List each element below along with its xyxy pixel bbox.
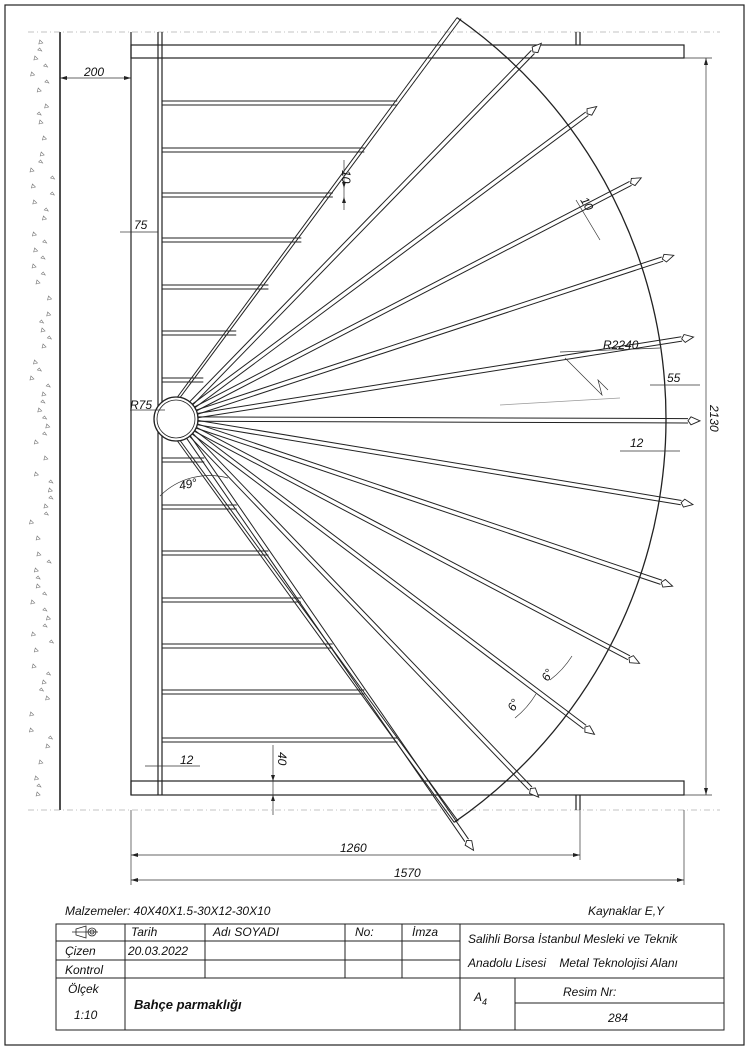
wall-hatch-mark (37, 368, 41, 371)
wall-hatch-mark (39, 40, 43, 44)
wall-hatch-mark (46, 744, 50, 748)
spear-head-icon (688, 417, 700, 425)
wall-hatch-mark (36, 576, 40, 579)
wall-hatch-mark (49, 640, 53, 643)
drawing-no-label: Resim Nr: (563, 985, 617, 999)
wall-hatch-mark (37, 112, 41, 115)
wall-hatch-mark (37, 784, 41, 787)
dim-hub-radius: R75 (130, 398, 153, 412)
materials-label: Malzemeler: 40X40X1.5-30X12-30X10 (65, 904, 271, 918)
wall-hatch-mark (39, 160, 43, 163)
row-check: Kontrol (65, 963, 104, 977)
wall-hatch-mark (45, 104, 49, 108)
fan-ray (189, 434, 468, 839)
drawn-date: 20.03.2022 (128, 944, 189, 958)
dim-ray-angle-2: 6° (504, 696, 523, 714)
fan-ray (193, 181, 630, 407)
wall-hatch-mark (29, 728, 33, 732)
wall-hatch-mark (43, 432, 47, 435)
wall-hatch-mark (48, 296, 52, 300)
wall-hatch-mark (49, 480, 53, 483)
wall-hatch-mark (44, 504, 48, 508)
wall-hatch-mark (31, 600, 35, 604)
bottom-rail (131, 781, 684, 795)
fan-ray (196, 423, 662, 580)
spear-head-icon (631, 178, 642, 186)
fan-ray (194, 257, 661, 411)
dim-rail-height: 40 (275, 752, 289, 766)
sources-label: Kaynaklar E,Y (588, 904, 665, 918)
fan-rays (176, 18, 688, 842)
fan-ray (192, 53, 535, 406)
wall-hatch-mark (33, 360, 37, 364)
wall-hatch-mark (46, 384, 50, 387)
wall-hatch-mark (47, 312, 51, 316)
school-line-2: Anadolu Lisesi Metal Teknolojisi Alanı (468, 956, 678, 970)
wall-hatch-mark (31, 184, 35, 188)
wall-hatch-mark (42, 344, 46, 348)
dim-ray-spacing: 10 (577, 194, 597, 214)
wall-hatch-mark (30, 712, 34, 716)
paper-size (473, 990, 487, 1007)
dim-overall-height: 2130 (707, 405, 721, 432)
spear-head-icon (681, 499, 693, 507)
dim-fan-width: 1260 (340, 841, 367, 855)
dim-spear-length: 55 (667, 371, 681, 385)
wall-hatch-mark (38, 48, 42, 51)
wall-hatch-mark (42, 392, 46, 396)
dim-post-width: 75 (134, 218, 148, 232)
wall-hatch-mark (49, 496, 53, 499)
wall-hatch-mark (39, 760, 43, 764)
wall-hatch-mark (36, 280, 40, 284)
wall-hatch-mark (36, 536, 40, 540)
wall-hatch-mark (45, 80, 49, 83)
fan-ray (196, 420, 681, 500)
fan-ray (196, 421, 688, 423)
wall-hatch-mark (41, 400, 45, 403)
wall-hatch-mark (44, 208, 48, 211)
dim-spear-width: 12 (630, 436, 644, 450)
wall-hatch-mark (32, 232, 36, 236)
wall-hatch-mark (39, 688, 43, 691)
wall-hatch-mark (42, 136, 46, 140)
fan-ray (193, 430, 628, 659)
wall-hatch-mark (48, 736, 52, 739)
spear-head-icon (661, 579, 672, 587)
dimension-arrows (60, 58, 708, 882)
drawing-no: 284 (608, 1011, 629, 1025)
wall-hatch-mark (43, 624, 47, 627)
top-rail (131, 45, 684, 58)
col-date: Tarih (131, 925, 158, 939)
wall-hatch-mark (44, 456, 48, 460)
fan-ray (191, 433, 584, 729)
dim-fan-angle: 49° (177, 475, 199, 493)
sheet-border (5, 5, 744, 1045)
wall-hatch-mark (34, 472, 38, 476)
wall-hatch-mark (34, 648, 38, 652)
wall-hatch-mark (47, 560, 51, 563)
paper-size-sub: 4 (482, 997, 488, 1007)
fan-ray (195, 185, 632, 411)
spear-head-icon (682, 334, 694, 342)
dim-wall-offset: 200 (84, 65, 105, 79)
wall-hatch-mark (41, 272, 45, 275)
part-name: Bahçe parmaklığı (134, 997, 242, 1012)
wall-hatch-mark (30, 376, 34, 380)
fan-ray (196, 417, 688, 419)
spear-head-icon (530, 788, 539, 797)
wall (29, 32, 60, 810)
fan-ray (193, 429, 586, 725)
dim-ray-angle-1: 6° (538, 666, 557, 684)
dim-bar-spacing: 10 (339, 170, 353, 184)
wall-hatch-mark (39, 120, 43, 124)
spear-head-icon (585, 726, 595, 735)
wall-hatch-mark (43, 416, 47, 419)
fan-edge-top (176, 18, 457, 399)
wall-hatch-mark (38, 408, 42, 412)
wall-hatch-mark (46, 672, 50, 675)
wall-hatch-mark (37, 88, 41, 92)
spear-head-icon (465, 840, 473, 850)
fan-ray (191, 432, 532, 787)
wall-hatch-mark (43, 608, 47, 611)
spear-head-icon (629, 656, 640, 664)
wall-hatch-mark (46, 696, 50, 700)
wall-hatch-mark (32, 664, 36, 668)
projection-symbol-icon (72, 926, 98, 938)
wall-hatch-mark (50, 192, 54, 195)
paper-size-letter: A (474, 990, 483, 1004)
fan-ray (196, 261, 663, 415)
wall-hatch-mark (41, 328, 45, 332)
wall-hatch-mark (33, 200, 37, 204)
row-drawn: Çizen (65, 944, 96, 958)
wall-hatch-mark (36, 584, 40, 588)
wall-hatch-mark (32, 264, 36, 268)
spear-head-icon (587, 107, 597, 116)
wall-hatch-mark (35, 776, 39, 780)
wall-hatch-mark (46, 616, 50, 620)
wall-hatch-mark (44, 512, 48, 515)
school-line-1: Salihli Borsa İstanbul Mesleki ve Teknik (468, 932, 678, 946)
wall-hatch-mark (37, 552, 41, 556)
wall-hatch-mark (32, 632, 36, 636)
wall-hatch-mark (34, 440, 38, 444)
wall-hatch-mark (31, 72, 35, 76)
wall-hatch-mark (42, 680, 46, 684)
wall-hatch-mark (47, 336, 51, 339)
spear-head-icon (662, 254, 673, 262)
wall-hatch-mark (43, 592, 47, 595)
wall-hatch-mark (34, 248, 38, 252)
wall-hatch-mark (41, 256, 45, 259)
dim-bottom-bar-width: 12 (180, 753, 194, 767)
wall-hatch-mark (34, 56, 38, 60)
scale-label: Ölçek (68, 982, 99, 996)
wall-hatch-mark (51, 176, 55, 179)
right-post-stub (576, 32, 580, 810)
dim-overall-width: 1570 (394, 866, 421, 880)
col-no: No: (355, 925, 374, 939)
wall-hatch-mark (40, 152, 44, 156)
dim-arc-radius: R2240 (603, 338, 639, 352)
fan-ray (188, 435, 529, 790)
wall-hatch-mark (42, 216, 46, 220)
col-sign: İmza (412, 925, 439, 939)
scale-value: 1:10 (74, 1008, 98, 1022)
wall-hatch-mark (48, 488, 52, 492)
wall-hatch-mark (34, 568, 38, 572)
col-name: Adı SOYADI (213, 925, 280, 939)
wall-hatch-mark (29, 520, 33, 524)
wall-hatch-mark (43, 240, 47, 243)
fan-arc (454, 18, 666, 823)
wall-hatch-mark (30, 168, 34, 172)
wall-hatch-mark (46, 424, 50, 428)
fan-ray (188, 50, 531, 403)
wall-hatch-mark (40, 320, 44, 323)
hub (154, 397, 198, 441)
wall-hatch-mark (36, 792, 40, 796)
wall-hatch-mark (44, 64, 48, 67)
